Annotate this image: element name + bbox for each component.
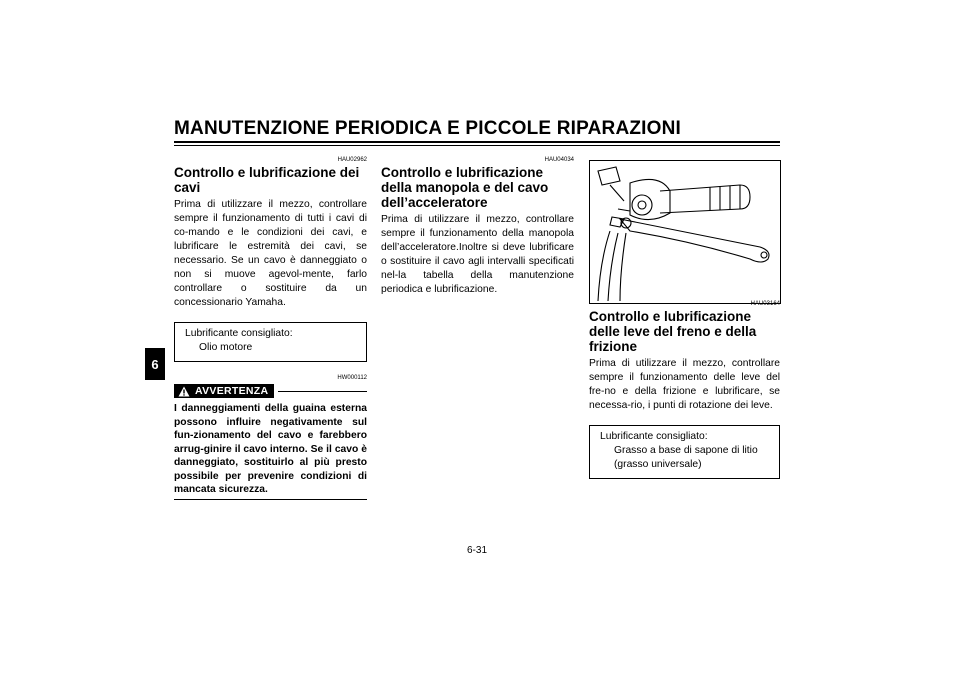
brake-lever-drawing <box>590 161 780 303</box>
page-number: 6-31 <box>467 545 488 556</box>
chapter-tab: 6 <box>145 348 165 380</box>
column-cables <box>174 156 367 500</box>
warning-label: AVVERTENZA <box>195 385 269 397</box>
lubricant-value: Grasso a base di sapone di litio <box>614 445 758 456</box>
section-heading: Controllo e lubrificazione dei cavi <box>174 165 360 195</box>
page-title: MANUTENZIONE PERIODICA E PICCOLE RIPARAZIONI <box>174 118 682 139</box>
section-heading: Controllo e lubrificazione della manopola e del cavo dell’acceleratore <box>381 165 549 210</box>
lever-illustration <box>589 160 781 304</box>
column-throttle <box>381 156 574 297</box>
lubricant-label: Lubrificante consigliato: <box>185 328 293 339</box>
section-body: Prima di utilizzare il mezzo, controllare sempre il funzionamento di tutti i cavi di co-mando e le condizioni dei cavi, e lubrificare le estremità dei cavi, se necessario. Se un cavo è danneggiato o non si muove agevol-mente, farlo controllare o sostituire da un concessionario Yamaha. <box>174 199 367 308</box>
warning-code: HW000112 <box>337 375 367 381</box>
warning-text: I danneggiamenti della guaina esterna possono influire negativamente sul fun-zionamento del cavo e farebbero arrug-ginire il cavo interno. Se il cavo è danneggiato, sostituirlo al più presto possibile per prevenire condizioni di mancata sicurezza. <box>174 402 367 500</box>
title-rule-thin <box>174 145 780 146</box>
lubricant-value: Olio motore <box>199 342 253 353</box>
section-heading: Controllo e lubrificazione delle leve del freno e della frizione <box>589 309 757 354</box>
section-body: Prima di utilizzare il mezzo, controllare sempre il funzionamento della manopola dell’acceleratore.Inoltre si deve lubrificare o sostituire il cavo agli intervalli specificati nel-la tabella della manutenzione periodica e lubrificazione. <box>381 214 574 295</box>
lubricant-label: Lubrificante consigliato: <box>600 431 708 442</box>
warning-triangle-icon <box>178 386 190 397</box>
lubricant-box <box>589 425 780 479</box>
lubricant-value-note: (grasso universale) <box>614 459 702 470</box>
lubricant-box <box>174 322 367 362</box>
warning-header <box>174 384 367 398</box>
section-code: HAU03164 <box>750 301 780 307</box>
title-rule <box>174 141 780 143</box>
section-code: HAU04034 <box>544 157 574 163</box>
warning-rule <box>278 391 367 392</box>
section-code: HAU02962 <box>337 157 367 163</box>
column-levers <box>589 300 780 479</box>
section-body: Prima di utilizzare il mezzo, controllare sempre il funzionamento delle leve del fre-no e della frizione e lubrificare, se necessa-rio, i punti di rotazione dei leve. <box>589 358 780 411</box>
warning-badge <box>174 384 274 398</box>
